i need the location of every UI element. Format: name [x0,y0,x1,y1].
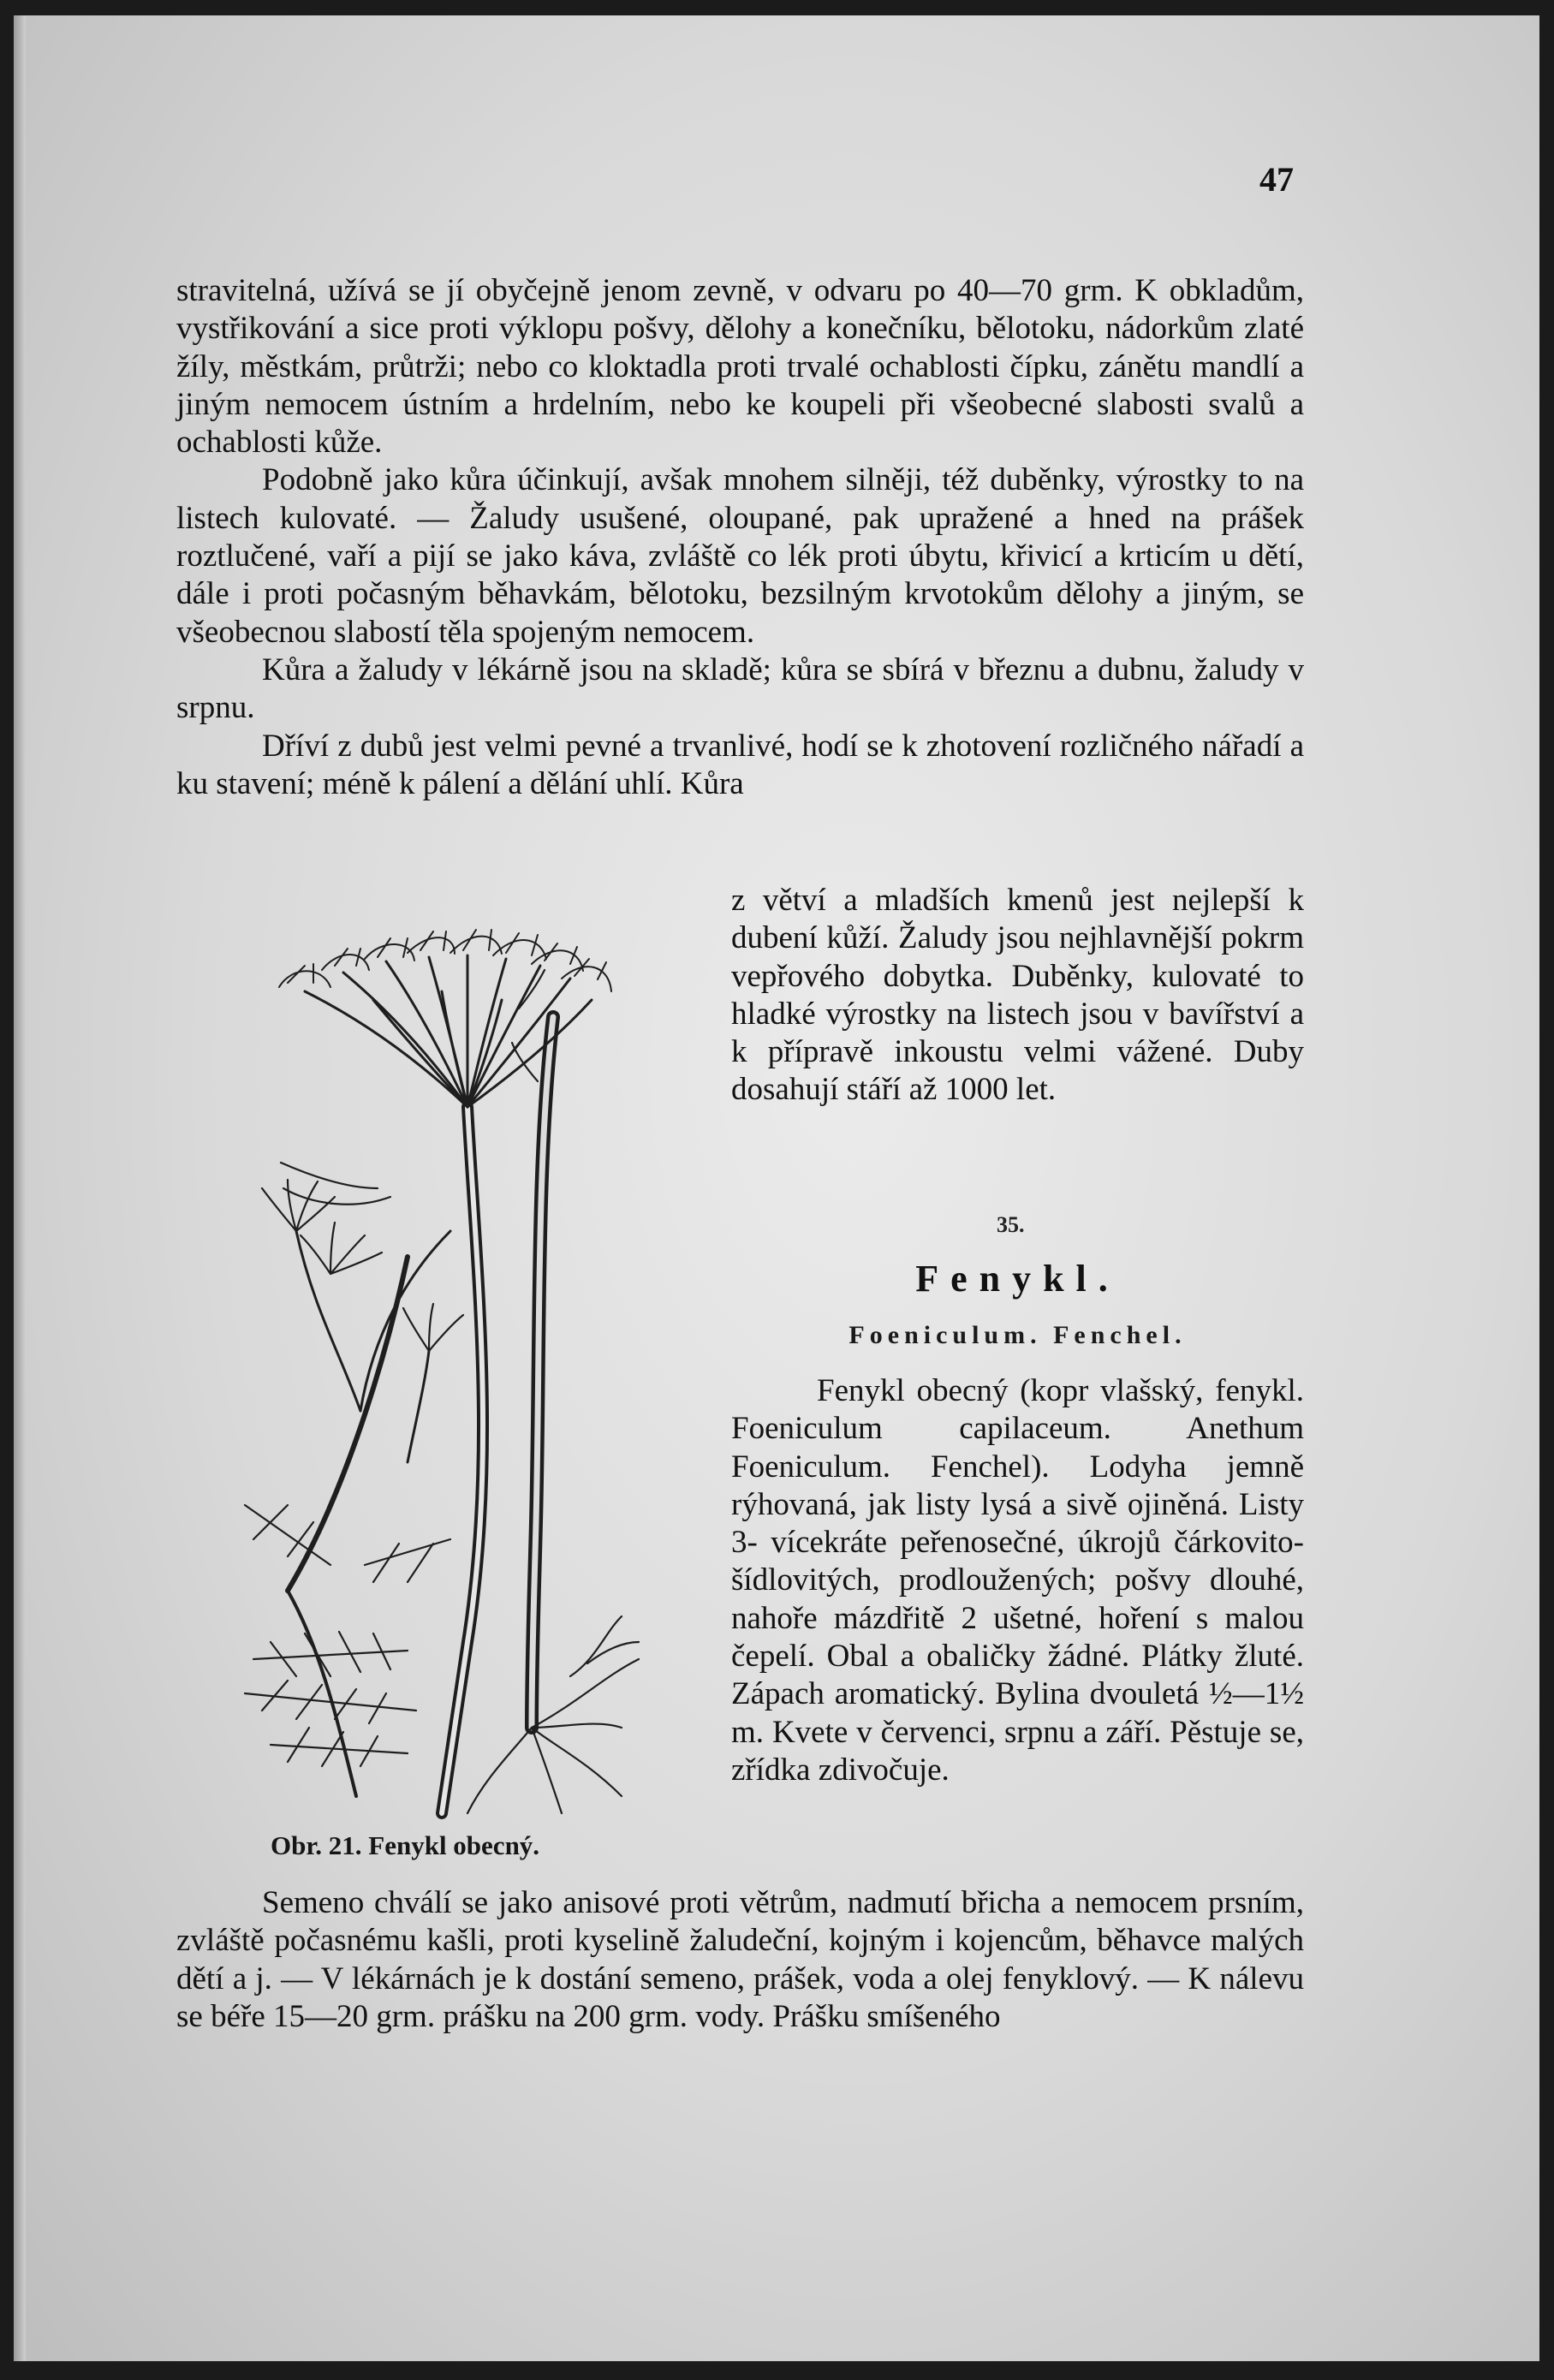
figure-caption: Obr. 21. Fenykl obecný. [271,1830,540,1860]
umbellets [279,930,611,991]
fennel-illustration [194,906,724,1822]
paragraph-oak-bark-continued: z větví a mladších kmenů jest nejlepší k dubení kůží. Žaludy jsou nejhlavnější pokrm vepřového dobytka. Duběnky, kulovaté to hladké výrostky na listech jsou v bavířství a k přípravě inkoustu velmi vážené. Duby dosahují stáří až 1000 let. [731,883,1304,1108]
page-spine-edge [14,15,26,2361]
paragraph-oak-galls-acorns: Podobně jako kůra účinkují, avšak mnohem silněji, též duběnky, výrostky to na listech kulovaté. — Žaludy usušené, oloupané, pak upražené a hned na prášek roztlučené, vaří a pijí se jako káva, zvláště co lék proti úbytu, křivicí a krticím u dětí, dále i proti počasným běhavkám, bělotoku, bezsilným krvotokům dělohy a jiným, se všeobecnou slabostí těla spojeným nemocem. [176,462,1304,650]
paragraph-fennel-seeds: Semeno chválí se jako anisové proti větrům, nadmutí břicha a nemocem prsním, zvláště počasnému kašli, proti kyselině žaludeční, kojným i kojencům, běhavce malých dětí a j. — V lékárnách je k dostání semeno, prášek, voda a olej fenyklový. — K nálevu se béře 15—20 grm. prášku na 200 grm. vody. Prášku smíšeného [176,1885,1304,2034]
section-number: 35. [997,1212,1025,1237]
section-title: Fenykl. [915,1258,1120,1300]
paragraph-oak-wood: Dříví z dubů jest velmi pevné a trvanlivé, hodí se k zhotovení rozličného nářadí a ku stavení; méně k pálení a dělání uhlí. Kůra [176,728,1304,801]
book-page [14,15,1539,2361]
top-text-block [176,272,1304,803]
section-subtitle: Foeniculum. Fenchel. [848,1321,1187,1349]
page-number: 47 [1259,160,1294,199]
paragraph-fennel-description: Fenykl obecný (kopr vlašský, fenykl. Foeniculum capilaceum. Anethum Foeniculum. Fenchel). Lodyha jemně rýhovaná, jak listy lysá a sivě ojiněná. Listy 3- vícekráte peřenosečné, úkrojů čárkovito-šídlovitých, prodloužených; pošvy dlouhé, nahoře mázdřitě 2 ušetné, hoření s malou čepelí. Obal a obaličky žádné. Plátky žluté. Zápach aromatický. Bylina dvouletá ½—1½ m. Kvete v červenci, srpnu a září. Pěstuje se, zřídka zdivočuje. [731,1373,1304,1788]
main-stem [442,1107,483,1813]
paragraph-oak-external-use: stravitelná, užívá se jí obyčejně jenom zevně, v odvaru po 40—70 grm. K obkladům, vystřikování a sice proti výklopu pošvy, dělohy a konečníku, bělotoku, nádorkům zlaté žíly, městkám, průtrži; nebo co kloktadla proti trvalé ochablosti čípku, zánětu mandlí a jiným nemocem ústním a hrdelním, nebo ke koupeli při všeobecné slabosti svalů a ochablosti kůže. [176,273,1304,461]
fennel-leaves [245,970,639,1813]
paragraph-oak-pharmacy: Kůra a žaludy v lékárně jsou na skladě; kůra se sbírá v březnu a dubnu, žaludy v srpnu. [176,652,1304,726]
